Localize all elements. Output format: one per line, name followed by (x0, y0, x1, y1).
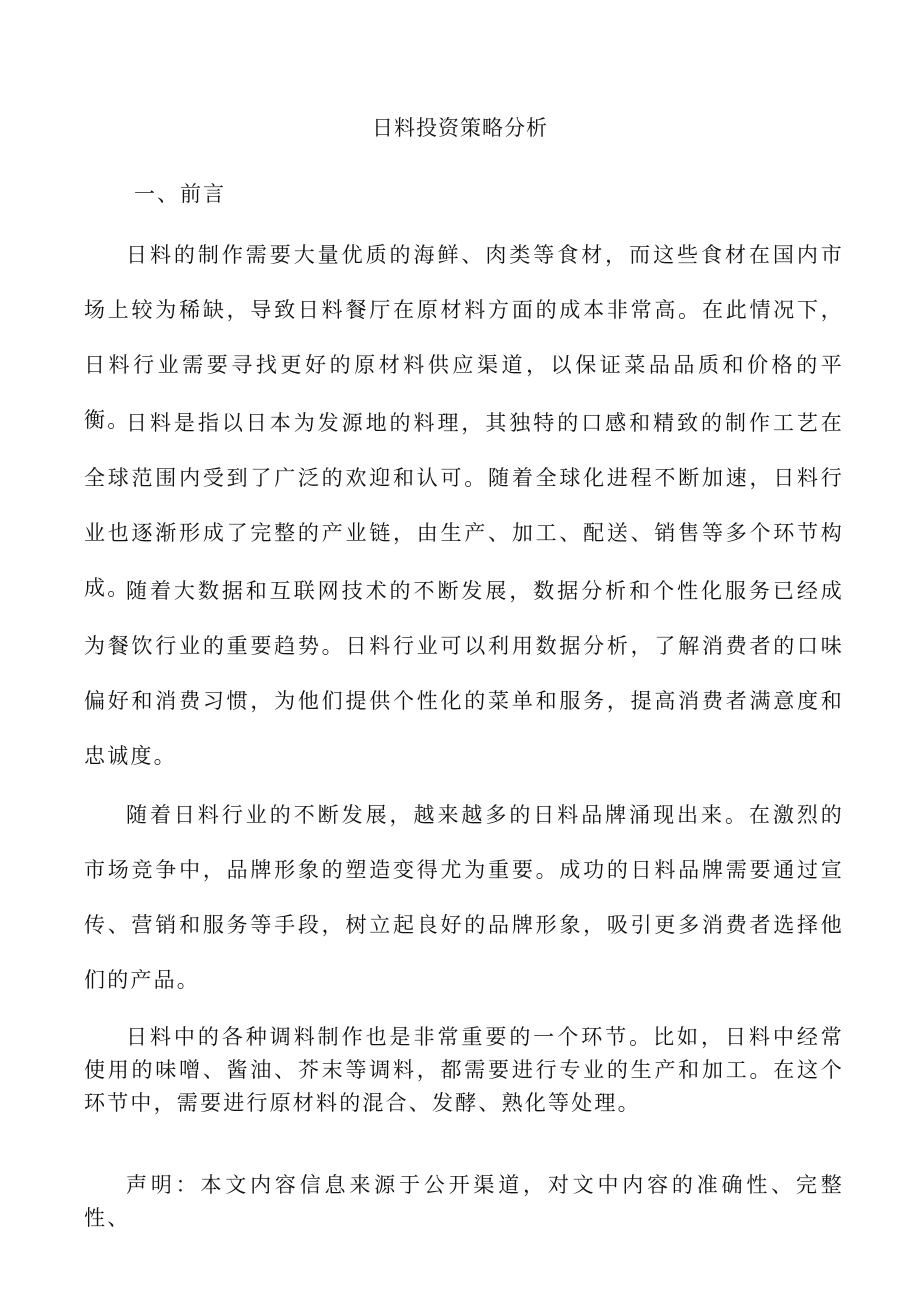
paragraph-5: 日料中的各种调料制作也是非常重要的一个环节。比如，日料中经常使用的味噌、酱油、芥末等调料，都需要进行专业的生产和加工。在这个环节中，需要进行原材料的混合、发酵、熟化等处理。 (84, 1025, 844, 1115)
paragraph-3: 随着大数据和互联网技术的不断发展，数据分析和个性化服务已经成为餐饮行业的重要趋势。日料行业可以利用数据分析，了解消费者的口味偏好和消费习惯，为他们提供个性化的菜单和服务，提高消费者满意度和忠诚度。 (84, 579, 844, 768)
paragraph-2: 日料是指以日本为发源地的料理，其独特的口感和精致的制作工艺在全球范围内受到了广泛的欢迎和认可。随着全球化进程不断加速，日料行业也逐渐形成了完整的产业链，由生产、加工、配送、销售等多个环节构成。 (84, 411, 844, 600)
document-title: 日料投资策略分析 (372, 116, 548, 140)
section-heading: 一、前言 (134, 182, 226, 206)
paragraph-4: 随着日料行业的不断发展，越来越多的日料品牌涌现出来。在激烈的市场竞争中，品牌形象的塑造变得尤为重要。成功的日料品牌需要通过宣传、营销和服务等手段，树立起良好的品牌形象，吸引更多消费者选择他们的产品。 (84, 803, 844, 992)
paragraph-1: 日料的制作需要大量优质的海鲜、肉类等食材，而这些食材在国内市场上较为稀缺，导致日料餐厅在原材料方面的成本非常高。在此情况下，日料行业需要寻找更好的原材料供应渠道，以保证菜品品质和价格的平衡。 (84, 243, 844, 432)
disclaimer-paragraph: 声明：本文内容信息来源于公开渠道，对文中内容的准确性、完整性、 (84, 1173, 844, 1230)
